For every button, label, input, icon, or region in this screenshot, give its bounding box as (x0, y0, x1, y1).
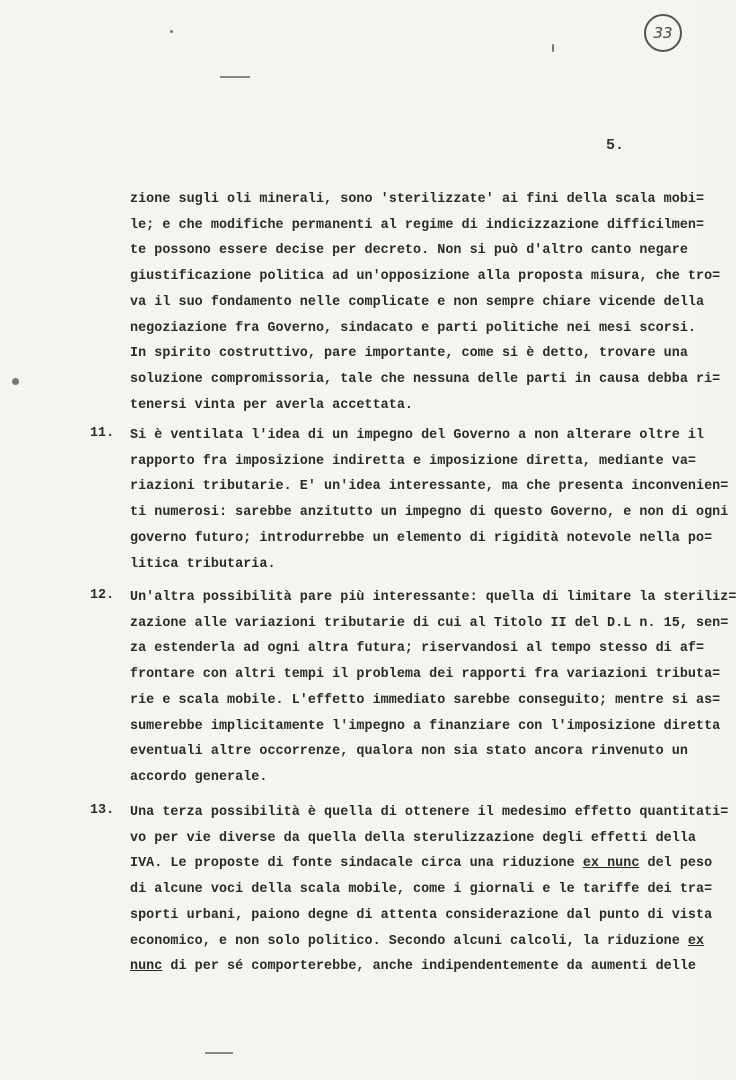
paragraph-number: 13. (90, 803, 115, 818)
text-line: sporti urbani, paiono degne di attenta considerazione dal punto di vista (130, 907, 713, 923)
paragraph-number: 11. (90, 426, 115, 441)
text-line: Un'altra possibilità pare più interessante: quella di limitare la steriliz= (130, 590, 736, 605)
text-segment: di per sé comporterebbe, anche indipendentemente da aumenti delle (162, 959, 696, 975)
text-line: di alcune voci della scala mobile, come i giornali e le tariffe dei tra= (130, 882, 713, 898)
text-line: sumerebbe implicitamente l'impegno a finanziare con l'imposizione diretta (130, 718, 721, 734)
paragraph-13 (130, 800, 729, 980)
text-line: governo futuro; introdurrebbe un elemento di rigidità notevole nella po= (130, 530, 713, 546)
page-number: 5. (606, 137, 625, 154)
text-line: zazione alle variazioni tributarie di cui al Titolo II del D.L n. 15, sen= (130, 615, 729, 631)
text-line: eventuali altre occorrenze, qualora non sia stato ancora rinvenuto un (130, 744, 688, 760)
text-line: accordo generale. (130, 769, 268, 785)
underlined-term: ex nunc (582, 856, 640, 872)
text-line (130, 954, 696, 980)
text-line: rie e scala mobile. L'effetto immediato sarebbe conseguito; mentre si as= (130, 692, 721, 708)
text-line (130, 929, 705, 955)
archive-stamp: 33 (644, 14, 682, 52)
paragraph-11 (130, 423, 729, 577)
text-line: Si è ventilata l'idea di un impegno del Governo a non alterare oltre il (130, 428, 705, 443)
text-line: Una terza possibilità è quella di ottenere il medesimo effetto quantitati= (130, 805, 729, 820)
text-line: va il suo fondamento nelle complicate e non sempre chiare vicende della (130, 294, 705, 310)
text-segment: del peso (639, 856, 713, 872)
text-segment: economico, e non solo politico. Secondo alcuni calcoli, la riduzione (130, 933, 688, 949)
scan-speck (12, 378, 19, 385)
text-line: giustificazione politica ad un'opposizione alla proposta misura, che tro= (130, 269, 721, 285)
text-line: soluzione compromissoria, tale che nessuna delle parti in causa debba ri= (130, 371, 721, 387)
text-line: tenersi vinta per averla accettata. (130, 397, 413, 413)
scan-speck (170, 30, 173, 33)
scan-dash (205, 1052, 233, 1054)
scan-speck (552, 44, 554, 52)
text-line: In spirito costruttivo, pare importante, come si è detto, trovare una (130, 346, 688, 362)
text-line: le; e che modifiche permanenti al regime di indicizzazione difficilmen= (130, 217, 705, 233)
text-line: rapporto fra imposizione indiretta e imposizione diretta, mediante va= (130, 453, 696, 469)
underlined-term: ex (687, 933, 705, 949)
text-line: negoziazione fra Governo, sindacato e parti politiche nei mesi scorsi. (130, 320, 696, 336)
text-line: te possono essere decise per decreto. Non si può d'altro canto negare (130, 243, 688, 259)
text-line: za estenderla ad ogni altra futura; riservandosi al tempo stesso di af= (130, 641, 705, 657)
intro-paragraph (130, 187, 721, 418)
scan-dash (220, 76, 250, 78)
text-segment: IVA. Le proposte di fonte sindacale circa una riduzione (130, 856, 583, 872)
text-line: riazioni tributarie. E' un'idea interessante, ma che presenta inconvenien= (130, 479, 729, 495)
text-line (130, 851, 713, 877)
text-line: frontare con altri tempi il problema dei rapporti fra variazioni tributa= (130, 667, 721, 683)
underlined-term: nunc (130, 959, 163, 975)
text-line: zione sugli oli minerali, sono 'sterilizzate' ai fini della scala mobi= (130, 192, 705, 207)
text-line: ti numerosi: sarebbe anzitutto un impegno di questo Governo, e non di ogni (130, 505, 729, 521)
text-line: vo per vie diverse da quella della sterulizzazione degli effetti della (130, 830, 696, 846)
text-line: litica tributaria. (130, 556, 276, 572)
paragraph-number: 12. (90, 588, 115, 603)
paragraph-12 (130, 585, 736, 791)
